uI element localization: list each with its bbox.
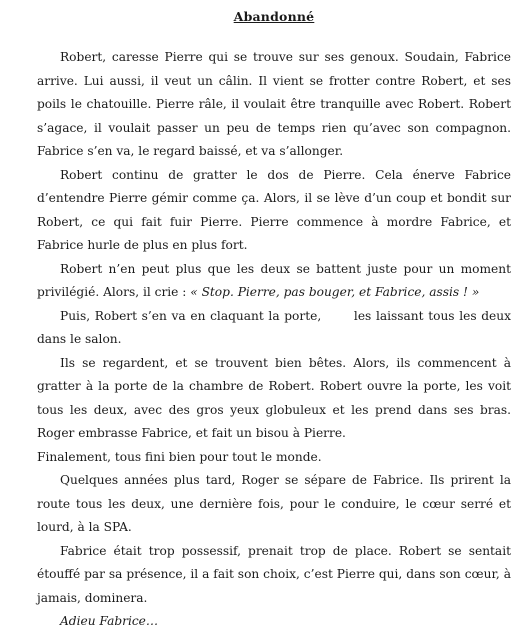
paragraph-4: Puis, Robert s’en va en claquant la porte, les laissant tous les deux dans le salon.	[37, 308, 515, 346]
paragraph-3-text: Robert n’en peut plus que les deux se battent juste pour un moment privilégié. Alors, il crie :	[37, 261, 511, 299]
paragraph-7: Quelques années plus tard, Roger se sépare de Fabrice. Ils prirent la route tous les deux, une dernière fois, pour le conduire, le cœur serré et lourd, à la SPA.	[37, 473, 511, 534]
paragraph-6: Finalement, tous fini bien pour tout le monde.	[37, 449, 322, 464]
paragraph-3	[37, 258, 511, 305]
dialogue-quote: « Stop. Pierre, pas bouger, et Fabrice, assis ! »	[190, 285, 480, 299]
paragraph-5: Ils se regardent, et se trouvent bien bêtes. Alors, ils commencent à gratter à la porte de la chambre de Robert. Robert ouvre la porte, les voit tous les deux, avec des gros yeux globuleux et les prend dans ses bras. Roger embrasse Fabrice, et fait un bisou à Pierre.	[37, 355, 511, 440]
paragraph-9: Adieu Fabrice…	[60, 614, 159, 628]
paragraph-1: Robert, caresse Pierre qui se trouve sur ses genoux. Soudain, Fabrice arrive. Lui aussi, il veut un câlin. Il vient se frotter contre Robert, et ses poils le chatouille. Pierre râle, il voulait être tranquille avec Robert. Robert s’agace, il voulait passer un peu de temps rien qu’avec son compagnon. Fabrice s’en va, le regard baissé, et va s’allonger.	[37, 50, 511, 158]
paragraph-2: Robert continu de gratter le dos de Pierre. Cela énerve Fabrice d’entendre Pierre gémir comme ça. Alors, il se lève d’un coup et bondit sur Robert, ce qui fait fuir Pierre. Pierre commence à mordre Fabrice, et Fabrice hurle de plus en plus fort.	[37, 167, 511, 252]
document-page	[37, 8, 515, 634]
document-title: Abandonné	[233, 9, 315, 24]
paragraph-8: Fabrice était trop possessif, prenait trop de place. Robert se sentait étouffé par sa présence, il a fait son choix, c’est Pierre qui, dans son cœur, à jamais, dominera.	[37, 543, 511, 605]
